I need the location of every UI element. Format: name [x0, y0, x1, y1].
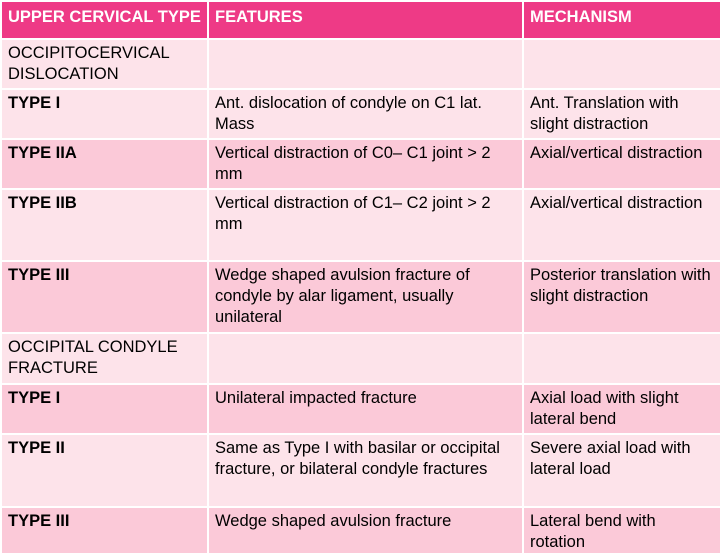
features-cell: Vertical distraction of C0– C1 joint > 2 mm — [208, 139, 523, 189]
features-cell: Ant. dislocation of condyle on C1 lat. Mass — [208, 89, 523, 139]
header-row — [1, 1, 720, 39]
features-cell: Wedge shaped avulsion fracture of condyle by alar ligament, usually unilateral — [208, 261, 523, 333]
mechanism-cell: Lateral bend with rotation — [523, 507, 720, 554]
features-cell: Vertical distraction of C1– C2 joint > 2 mm — [208, 189, 523, 261]
features-cell: Same as Type I with basilar or occipital fracture, or bilateral condyle fractures — [208, 434, 523, 507]
mechanism-cell: Axial/vertical distraction — [523, 189, 720, 261]
table-row — [1, 333, 720, 384]
header-type: UPPER CERVICAL TYPE — [1, 1, 208, 39]
mechanism-cell — [523, 39, 720, 89]
type-cell: TYPE I — [1, 384, 208, 434]
table-row — [1, 384, 720, 434]
table-row — [1, 39, 720, 89]
features-cell — [208, 39, 523, 89]
mechanism-cell: Axial load with slight lateral bend — [523, 384, 720, 434]
type-cell: TYPE I — [1, 89, 208, 139]
section-heading: OCCIPITOCERVICAL DISLOCATION — [1, 39, 208, 89]
table-row — [1, 261, 720, 333]
mechanism-cell: Posterior translation with slight distraction — [523, 261, 720, 333]
type-cell: TYPE III — [1, 507, 208, 554]
header-mechanism: MECHANISM — [523, 1, 720, 39]
table-row — [1, 189, 720, 261]
mechanism-cell: Ant. Translation with slight distraction — [523, 89, 720, 139]
features-cell: Wedge shaped avulsion fracture — [208, 507, 523, 554]
features-cell: Unilateral impacted fracture — [208, 384, 523, 434]
section-heading: OCCIPITAL CONDYLE FRACTURE — [1, 333, 208, 384]
type-cell: TYPE II — [1, 434, 208, 507]
table-row — [1, 139, 720, 189]
mechanism-cell: Severe axial load with lateral load — [523, 434, 720, 507]
type-cell: TYPE III — [1, 261, 208, 333]
mechanism-cell: Axial/vertical distraction — [523, 139, 720, 189]
table-row — [1, 507, 720, 554]
type-cell: TYPE IIB — [1, 189, 208, 261]
mechanism-cell — [523, 333, 720, 384]
features-cell — [208, 333, 523, 384]
table-row — [1, 434, 720, 507]
type-cell: TYPE IIA — [1, 139, 208, 189]
table-row — [1, 89, 720, 139]
header-features: FEATURES — [208, 1, 523, 39]
